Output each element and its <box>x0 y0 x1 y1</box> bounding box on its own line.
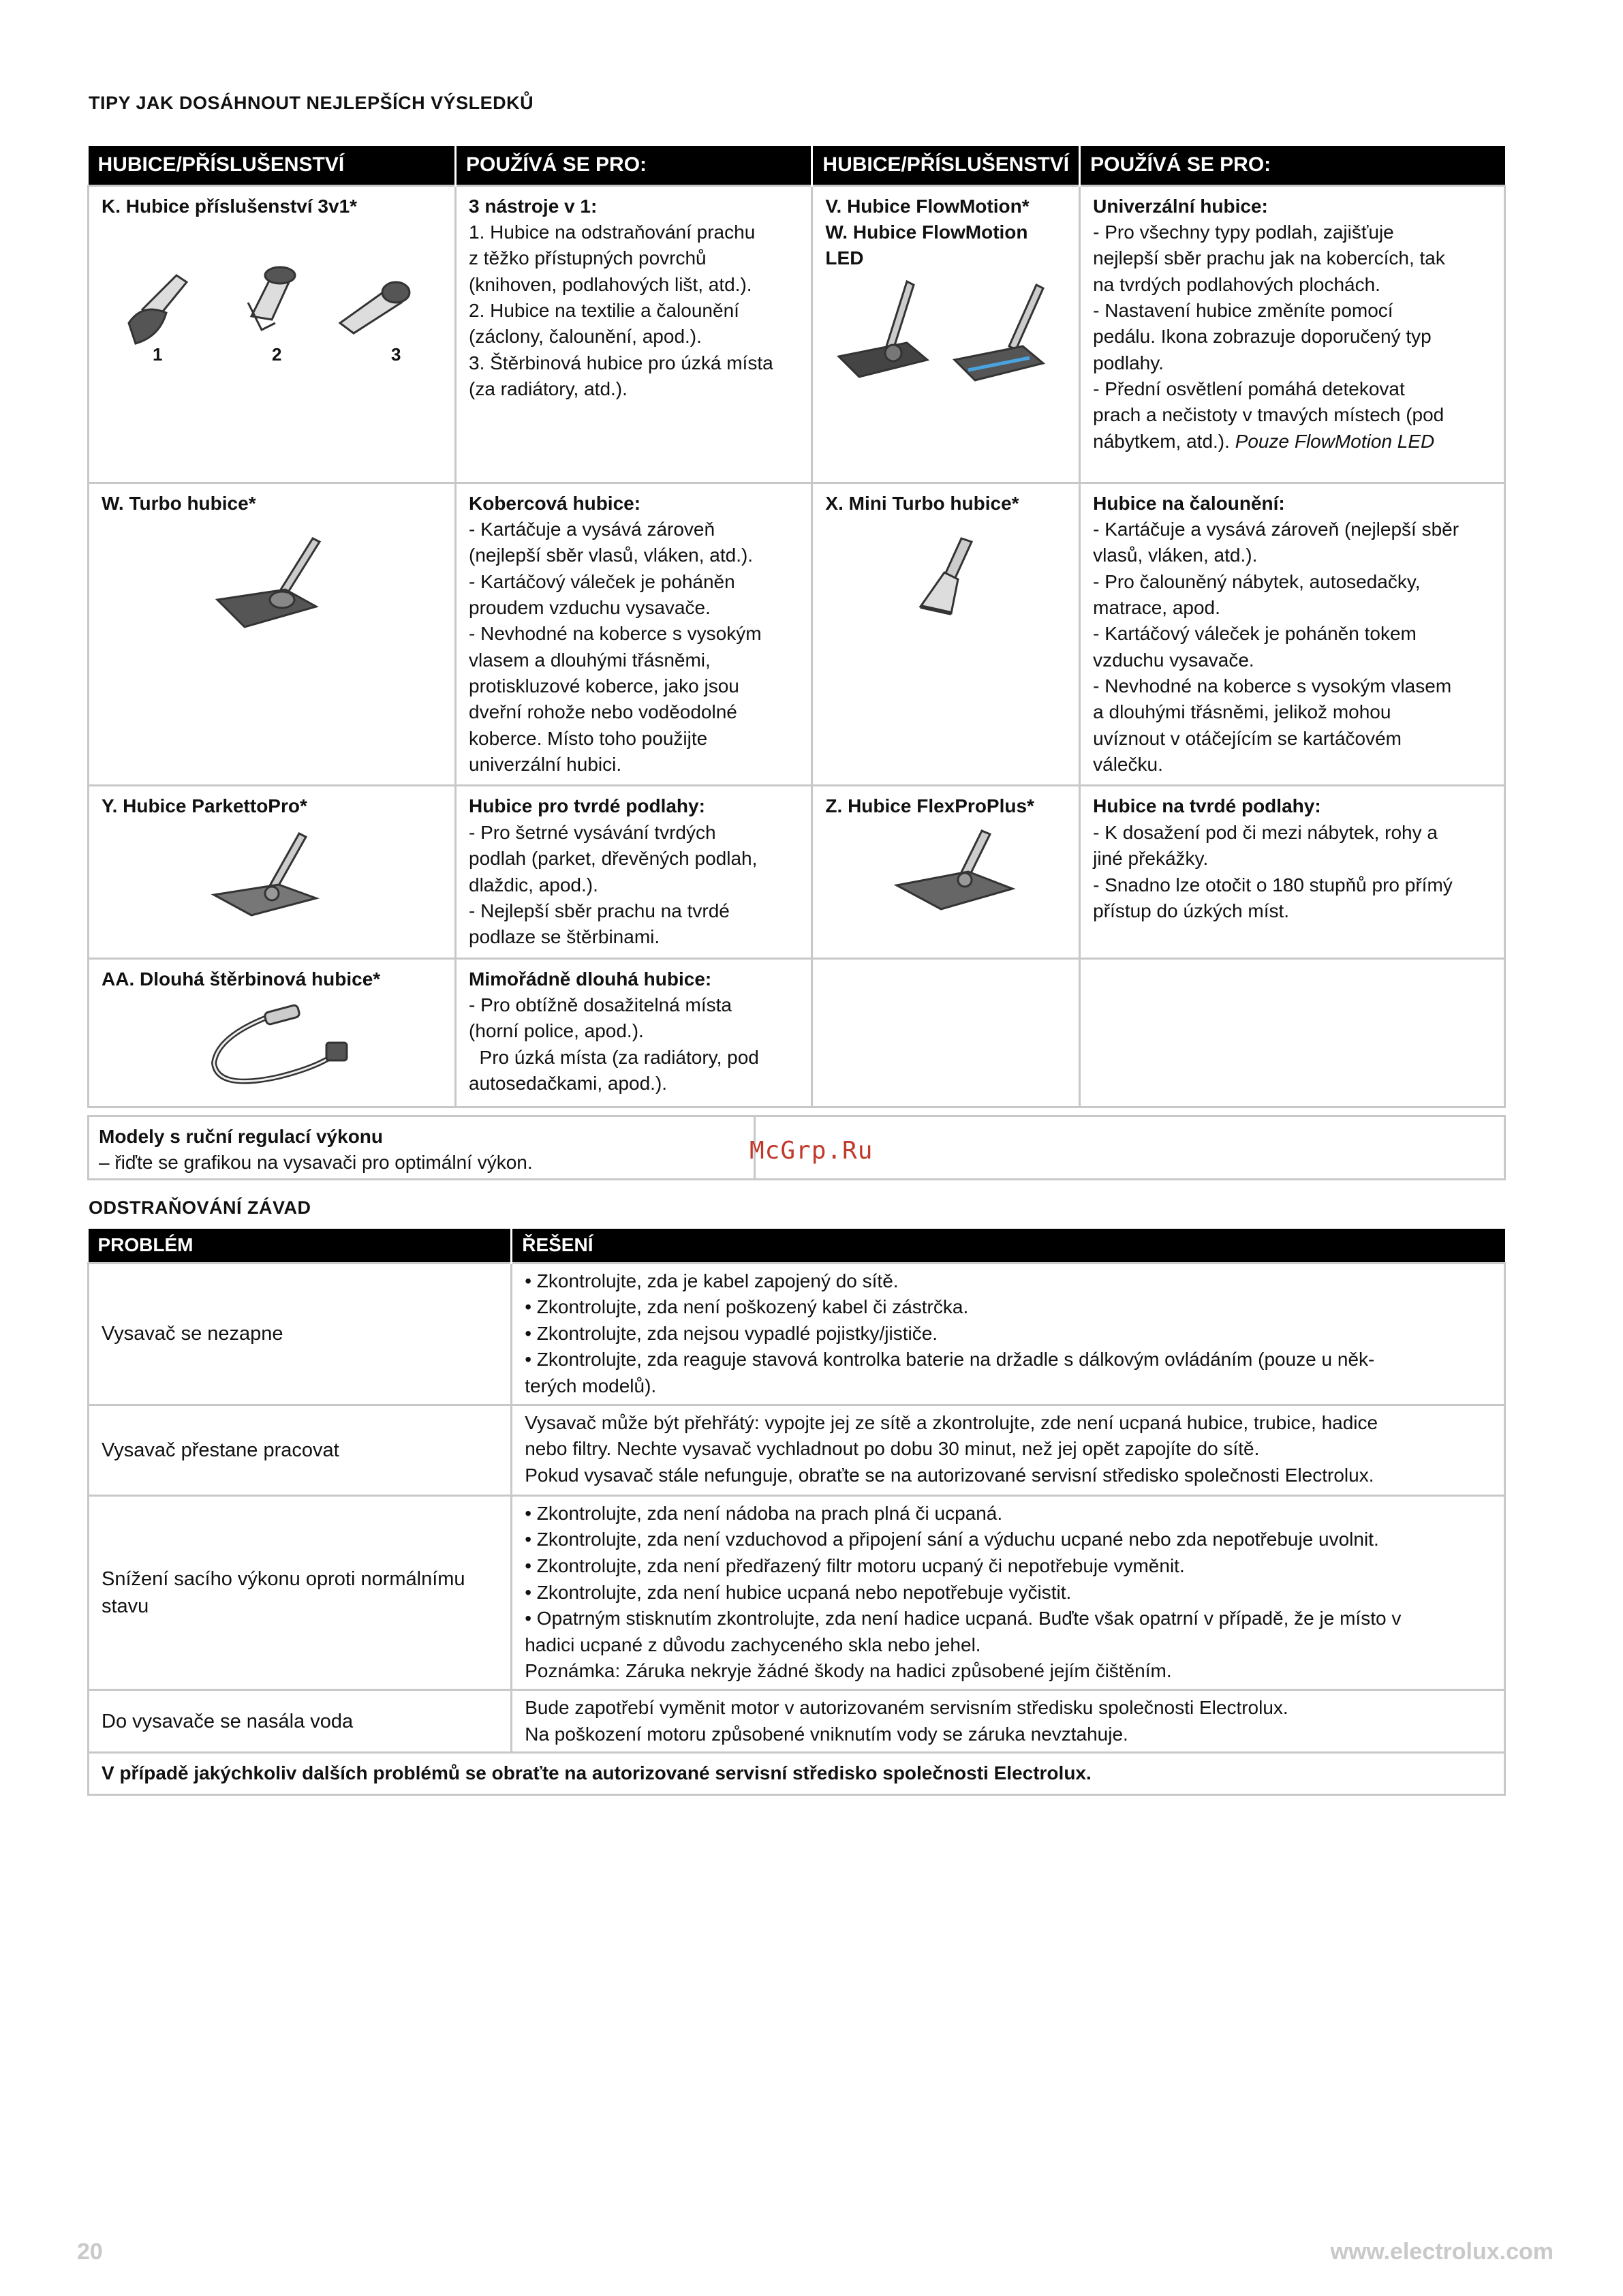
nozzle-z-name: Z. Hubice FlexProPlus* <box>825 795 1034 817</box>
nozzle-x-cell <box>812 483 1080 786</box>
text-line: • Zkontrolujte, zda není hubice ucpaná nebo nepotřebuje vyčistit. <box>525 1581 1072 1603</box>
label-3: 3 <box>391 343 401 364</box>
troubleshooting-footer: V případě jakýchkoliv dalších problémů se obraťte na autorizované servisní středisko společnosti Electrolux. <box>89 1753 1505 1795</box>
flowmotion-nozzle-icon <box>839 281 927 377</box>
text-line: koberce. Místo toho použijte <box>469 727 708 749</box>
header-solution: ŘEŠENÍ <box>512 1229 1505 1263</box>
flowmotion-led-note: Pouze FlowMotion LED <box>1235 430 1435 452</box>
nozzle-x-use-title: Hubice na čalounění: <box>1093 492 1285 514</box>
nozzle-aa-name: AA. Dlouhá štěrbinová hubice* <box>102 968 381 990</box>
website-link: www.electrolux.com <box>1330 2239 1554 2265</box>
parkettopro-nozzle-icon <box>204 827 326 929</box>
upholstery-tool-icon <box>248 267 295 330</box>
header-nozzle-2: HUBICE/PŘÍSLUŠENSTVÍ <box>812 146 1080 185</box>
text-line: nejlepší sběr prachu jak na kobercích, tak <box>1093 247 1445 269</box>
solution-cell <box>512 1405 1505 1495</box>
mini-turbo-illustration <box>825 532 1066 627</box>
flowmotion-illustration <box>825 275 1066 391</box>
label-2: 2 <box>272 343 282 364</box>
nozzle-z-use-cell <box>1080 786 1505 958</box>
text-line: a dlouhými třásněmi, jelikož mohou <box>1093 701 1391 723</box>
text-line: nebo filtry. Nechte vysavač vychladnout po dobu 30 minut, než jej opět zapojíte do sítě. <box>525 1438 1260 1460</box>
turbo-nozzle-illustration <box>102 532 442 641</box>
watermark: McGrp.Ru <box>749 1137 874 1165</box>
header-use-1: POUŽÍVÁ SE PRO: <box>456 146 812 185</box>
text-line: Poznámka: Záruka nekryje žádné škody na hadici způsobené jejím čištěním. <box>525 1660 1172 1682</box>
accessories-table <box>87 146 1506 1108</box>
nozzle-w-led-name: W. Hubice FlowMotion <box>825 221 1028 243</box>
table-row <box>89 185 1505 483</box>
text-line: - Kartáčový váleček je poháněn <box>469 570 735 592</box>
solution-cell <box>512 1495 1505 1689</box>
text-line: autosedačkami, apod.). <box>469 1073 668 1095</box>
text-line: proudem vzduchu vysavače. <box>469 596 711 618</box>
nozzle-w-use-cell <box>456 483 812 786</box>
nozzle-w-cell <box>89 483 456 786</box>
manual-power-title: Modely s ruční regulací výkonu <box>99 1126 384 1147</box>
text-line: (nejlepší sběr vlasů, vláken, atd.). <box>469 545 754 566</box>
nozzle-v-name: V. Hubice FlowMotion* <box>825 195 1030 217</box>
table-row <box>89 1263 1505 1405</box>
text-line: protiskluzové koberce, jako jsou <box>469 675 739 697</box>
nozzle-k-illustration <box>102 234 442 364</box>
manual-power-text <box>89 1117 756 1178</box>
text-line: prach a nečistoty v tmavých místech (pod <box>1093 404 1444 426</box>
nozzle-y-use-cell <box>456 786 812 958</box>
text-line: nábytkem, atd.). <box>1093 430 1230 452</box>
text-line: (knihoven, podlahových lišt, atd.). <box>469 273 752 295</box>
text-line: - Nevhodné na koberce s vysokým <box>469 623 762 645</box>
nozzle-v-use-cell <box>1080 185 1505 483</box>
nozzle-z-use-title: Hubice na tvrdé podlahy: <box>1093 795 1321 817</box>
nozzle-z-cell <box>812 786 1080 958</box>
text-line: • Zkontrolujte, zda reaguje stavová kontrolka baterie na držadle s dálkovým ovládáním (pouze u něk- <box>525 1349 1375 1371</box>
text-line: - Nejlepší sběr prachu na tvrdé <box>469 900 730 921</box>
table-row <box>89 1495 1505 1689</box>
nozzle-aa-cell <box>89 958 456 1107</box>
text-line: podlah (parket, dřevěných podlah, <box>469 848 758 870</box>
flexproplus-nozzle-icon <box>886 824 1023 919</box>
text-line: (horní police, apod.). <box>469 1020 644 1042</box>
text-line: matrace, apod. <box>1093 596 1220 618</box>
text-line: 3. Štěrbinová hubice pro úzká místa <box>469 352 773 373</box>
text-line: • Opatrným stisknutím zkontrolujte, zda není hadice ucpaná. Buďte však opatrní v případě, že je místo v <box>525 1608 1402 1629</box>
text-line: podlaze se štěrbinami. <box>469 926 660 948</box>
nozzle-y-name: Y. Hubice ParkettoPro* <box>102 795 307 817</box>
table-row <box>89 1753 1505 1795</box>
nozzle-k-use-cell <box>456 185 812 483</box>
text-line: dlaždic, apod.). <box>469 874 598 896</box>
text-line: uvíznout v otáčejícím se kartáčovém <box>1093 727 1402 749</box>
empty-cell <box>1080 958 1505 1107</box>
nozzle-v-use-title: Univerzální hubice: <box>1093 195 1268 217</box>
table-row <box>89 483 1505 786</box>
header-nozzle-1: HUBICE/PŘÍSLUŠENSTVÍ <box>89 146 456 185</box>
text-line: jiné překážky. <box>1093 848 1209 870</box>
text-line: Na poškození motoru způsobené vniknutím vody se záruka nevztahuje. <box>525 1723 1128 1745</box>
header-use-2: POUŽÍVÁ SE PRO: <box>1080 146 1505 185</box>
parkettopro-illustration <box>102 827 442 929</box>
table-row <box>89 1405 1505 1495</box>
text-line: - Pro šetrné vysávání tvrdých <box>469 821 716 843</box>
text-line: 1. Hubice na odstraňování prachu <box>469 221 756 243</box>
accessories-header-row <box>89 146 1505 185</box>
text-line: - Nastavení hubice změníte pomocí <box>1093 299 1393 321</box>
problem-cell: Vysavač přestane pracovat <box>89 1405 512 1495</box>
empty-cell <box>812 958 1080 1107</box>
problem-cell: Vysavač se nezapne <box>89 1263 512 1405</box>
table-row <box>89 1690 1505 1753</box>
nozzle-y-cell <box>89 786 456 958</box>
text-line: vzduchu vysavače. <box>1093 649 1254 671</box>
nozzle-aa-use-title: Mimořádně dlouhá hubice: <box>469 968 712 990</box>
label-1: 1 <box>153 343 163 364</box>
nozzle-aa-use-cell <box>456 958 812 1107</box>
table-row <box>89 786 1505 958</box>
long-crevice-illustration <box>102 995 442 1097</box>
text-line: z těžko přístupných povrchů <box>469 247 707 269</box>
nozzle-y-use-title: Hubice pro tvrdé podlahy: <box>469 795 705 817</box>
text-line: Pro úzká místa (za radiátory, pod <box>469 1046 759 1068</box>
flexproplus-illustration <box>825 824 1066 919</box>
nozzle-k-name: K. Hubice příslušenství 3v1* <box>102 195 358 217</box>
text-line: • Zkontrolujte, zda není předřazený filtr motoru ucpaný či nepotřebuje vyměnit. <box>525 1555 1185 1576</box>
manual-power-description: – řiďte se grafikou na vysavači pro optimální výkon. <box>99 1151 533 1173</box>
nozzle-w-use-title: Kobercová hubice: <box>469 492 641 514</box>
turbo-nozzle-icon <box>204 532 340 641</box>
text-line: (za radiátory, atd.). <box>469 378 628 400</box>
text-line: válečku. <box>1093 754 1163 776</box>
text-line: - Přední osvětlení pomáhá detekovat <box>1093 378 1405 400</box>
problem-cell: Snížení sacího výkonu oproti normálnímu stavu <box>89 1495 512 1689</box>
flowmotion-led-nozzle-icon <box>955 285 1043 380</box>
text-line: přístup do úzkých míst. <box>1093 900 1290 921</box>
text-line: • Zkontrolujte, zda není vzduchovod a připojení sání a výduchu ucpané nebo zda nepotřebuje uvolnit. <box>525 1529 1379 1550</box>
text-line: • Zkontrolujte, zda není poškozený kabel či zástrčka. <box>525 1296 969 1318</box>
troubleshooting-table <box>87 1229 1506 1796</box>
text-line: vlasem a dlouhými třásněmi, <box>469 649 711 671</box>
nozzle-x-name: X. Mini Turbo hubice* <box>825 492 1019 514</box>
text-line: - Snadno lze otočit o 180 stupňů pro přímý <box>1093 874 1453 896</box>
text-line: - Kartáčuje a vysává zároveň (nejlepší sběr <box>1093 518 1459 540</box>
text-line: terých modelů). <box>525 1375 657 1396</box>
text-line: - Pro čalouněný nábytek, autosedačky, <box>1093 570 1421 592</box>
text-line: (záclony, čalounění, apod.). <box>469 326 702 348</box>
text-line: na tvrdých podlahových plochách. <box>1093 273 1380 295</box>
nozzle-k-use-title: 3 nástroje v 1: <box>469 195 598 217</box>
nozzle-k-cell <box>89 185 456 483</box>
crevice-tool-icon <box>340 282 409 333</box>
tips-section-title: TIPY JAK DOSÁHNOUT NEJLEPŠÍCH VÝSLEDKŮ <box>89 93 534 113</box>
text-line: hadici ucpané z důvodu zachyceného skla nebo jehel. <box>525 1634 981 1655</box>
text-line: Vysavač může být přehřátý: vypojte jej ze sítě a zkontrolujte, zde není ucpaná hubice, trubice, hadice <box>525 1411 1378 1433</box>
text-line: - K dosažení pod či mezi nábytek, rohy a <box>1093 821 1438 843</box>
solution-cell <box>512 1690 1505 1753</box>
long-crevice-tool-icon <box>204 995 354 1097</box>
text-line: • Zkontrolujte, zda nejsou vypadlé pojistky/jističe. <box>525 1322 938 1344</box>
problem-cell: Do vysavače se nasála voda <box>89 1690 512 1753</box>
nozzle-v-cell <box>812 185 1080 483</box>
nozzle-x-use-cell <box>1080 483 1505 786</box>
solution-cell <box>512 1263 1505 1405</box>
troubleshooting-header-row <box>89 1229 1505 1263</box>
text-line: - Nevhodné na koberce s vysokým vlasem <box>1093 675 1452 697</box>
text-line: podlahy. <box>1093 352 1164 373</box>
text-line: • Zkontrolujte, zda je kabel zapojený do sítě. <box>525 1270 899 1291</box>
text-line: pedálu. Ikona zobrazuje doporučený typ <box>1093 326 1432 348</box>
text-line: - Pro obtížně dosažitelná místa <box>469 994 732 1015</box>
text-line: dveřní rohože nebo voděodolné <box>469 701 737 723</box>
table-row <box>89 958 1505 1107</box>
text-line: - Kartáčový váleček je poháněn tokem <box>1093 623 1417 645</box>
nozzle-w-name: W. Turbo hubice* <box>102 492 256 514</box>
text-line: - Kartáčuje a vysává zároveň <box>469 518 715 540</box>
troubleshooting-section-title: ODSTRAŇOVÁNÍ ZÁVAD <box>89 1197 311 1218</box>
header-problem: PROBLÉM <box>89 1229 512 1263</box>
nozzle-w-led-name-2: LED <box>825 247 864 269</box>
text-line: Bude zapotřebí vyměnit motor v autorizovaném servisním středisku společnosti Electrolux. <box>525 1697 1288 1718</box>
text-line: - Pro všechny typy podlah, zajišťuje <box>1093 221 1394 243</box>
page-number: 20 <box>77 2239 103 2265</box>
mini-turbo-nozzle-icon <box>900 532 1002 627</box>
text-line: univerzální hubici. <box>469 754 622 776</box>
text-line: 2. Hubice na textilie a čalounění <box>469 299 739 321</box>
text-line: Pokud vysavač stále nefunguje, obraťte se na autorizované servisní středisko společnosti Electrolux. <box>525 1464 1374 1486</box>
text-line: vlasů, vláken, atd.). <box>1093 545 1258 566</box>
dusting-brush-icon <box>129 275 187 343</box>
text-line: • Zkontrolujte, zda není nádoba na prach plná či ucpaná. <box>525 1502 1003 1524</box>
